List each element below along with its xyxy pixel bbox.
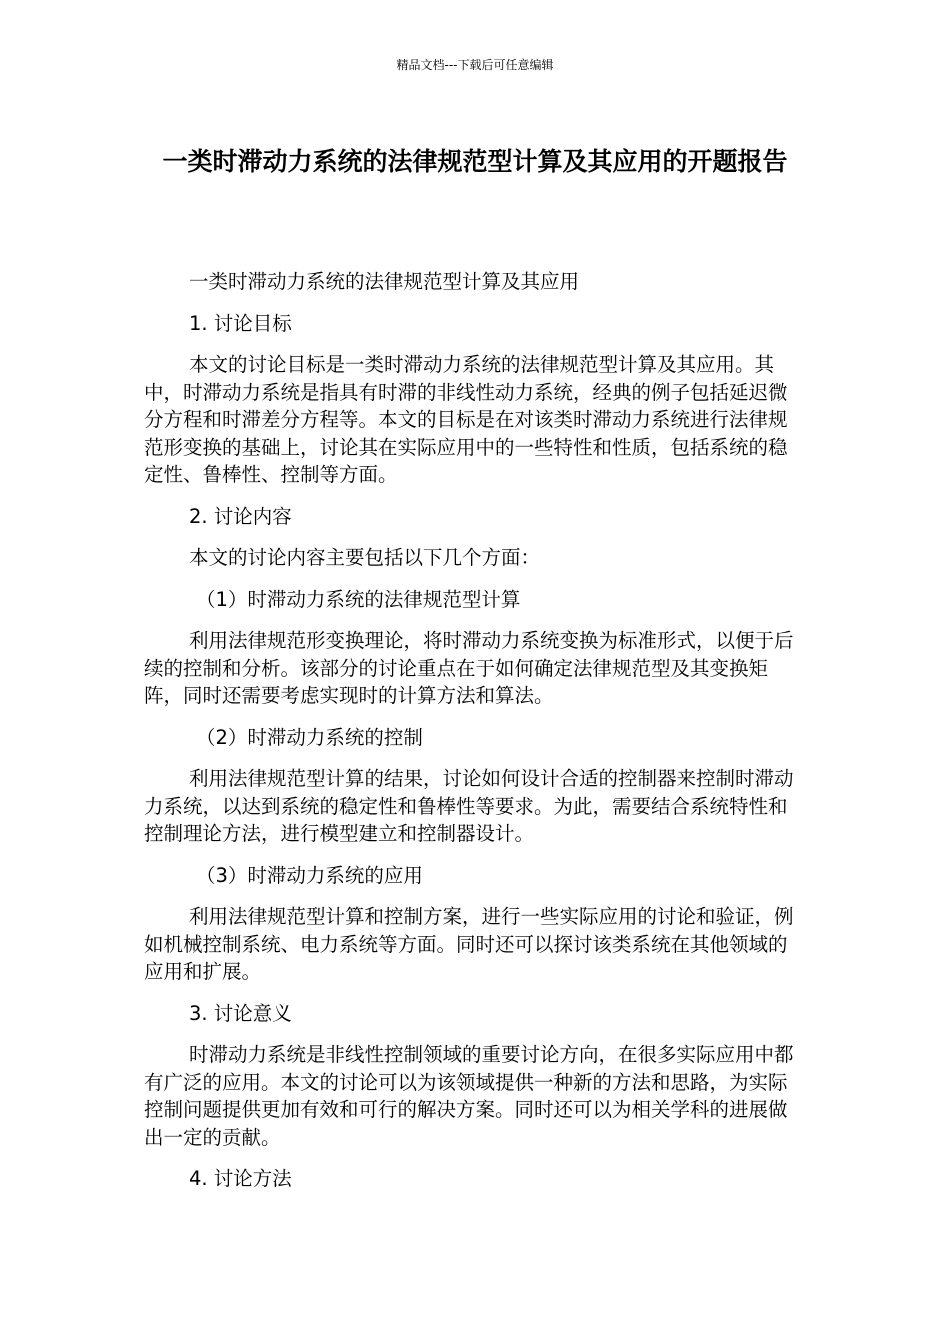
subheading-application: （3）时滞动力系统的应用	[196, 863, 423, 887]
document-body	[144, 268, 806, 1207]
paragraph-application: 利用法律规范型计算和控制方案，进行一些实际应用的讨论和验证，例如机械控制系统、电力系统等方面。同时还可以探讨该类系统在其他领域的应用和扩展。	[144, 905, 794, 983]
paragraph-content-intro: 本文的讨论内容主要包括以下几个方面：	[189, 546, 541, 569]
paragraph-goal: 本文的讨论目标是一类时滞动力系统的法律规范型计算及其应用。其中，时滞动力系统是指具有时滞的非线性动力系统，经典的例子包括延迟微分方程和时滞差分方程等。本文的目标是在对该类时滞动力系统进行法律规范形变换的基础上，讨论其在实际应用中的一些特性和性质，包括系统的稳定性、鲁棒性、控制等方面。	[144, 353, 788, 486]
section-heading-goal: 1. 讨论目标	[189, 311, 292, 335]
section-heading-content: 2. 讨论内容	[189, 504, 292, 528]
paragraph-normal-form: 利用法律规范形变换理论，将时滞动力系统变换为标准形式，以便于后续的控制和分析。该部分的讨论重点在于如何确定法律规范型及其变换矩阵，同时还需要考虑实现时的计算方法和算法。	[144, 629, 794, 707]
paragraph-significance: 时滞动力系统是非线性控制领域的重要讨论方向，在很多实际应用中都有广泛的应用。本文的讨论可以为该领域提供一种新的方法和思路，为实际控制问题提供更加有效和可行的解决方案。同时还可以为相关学科的进展做出一定的贡献。	[144, 1043, 794, 1149]
paragraph-control: 利用法律规范型计算的结果，讨论如何设计合适的控制器来控制时滞动力系统，以达到系统的稳定性和鲁棒性等要求。为此，需要结合系统特性和控制理论方法，进行模型建立和控制器设计。	[144, 767, 794, 845]
subheading-normal-form: （1）时滞动力系统的法律规范型计算	[196, 587, 521, 611]
subheading-control: （2）时滞动力系统的控制	[196, 725, 423, 749]
paragraph-topic: 一类时滞动力系统的法律规范型计算及其应用	[189, 270, 580, 293]
section-heading-significance: 3. 讨论意义	[189, 1001, 292, 1025]
section-heading-method: 4. 讨论方法	[189, 1167, 292, 1190]
document-title: 一类时滞动力系统的法律规范型计算及其应用的开题报告	[162, 147, 788, 176]
page-header: 精品文档---下载后可任意编辑	[396, 58, 554, 72]
